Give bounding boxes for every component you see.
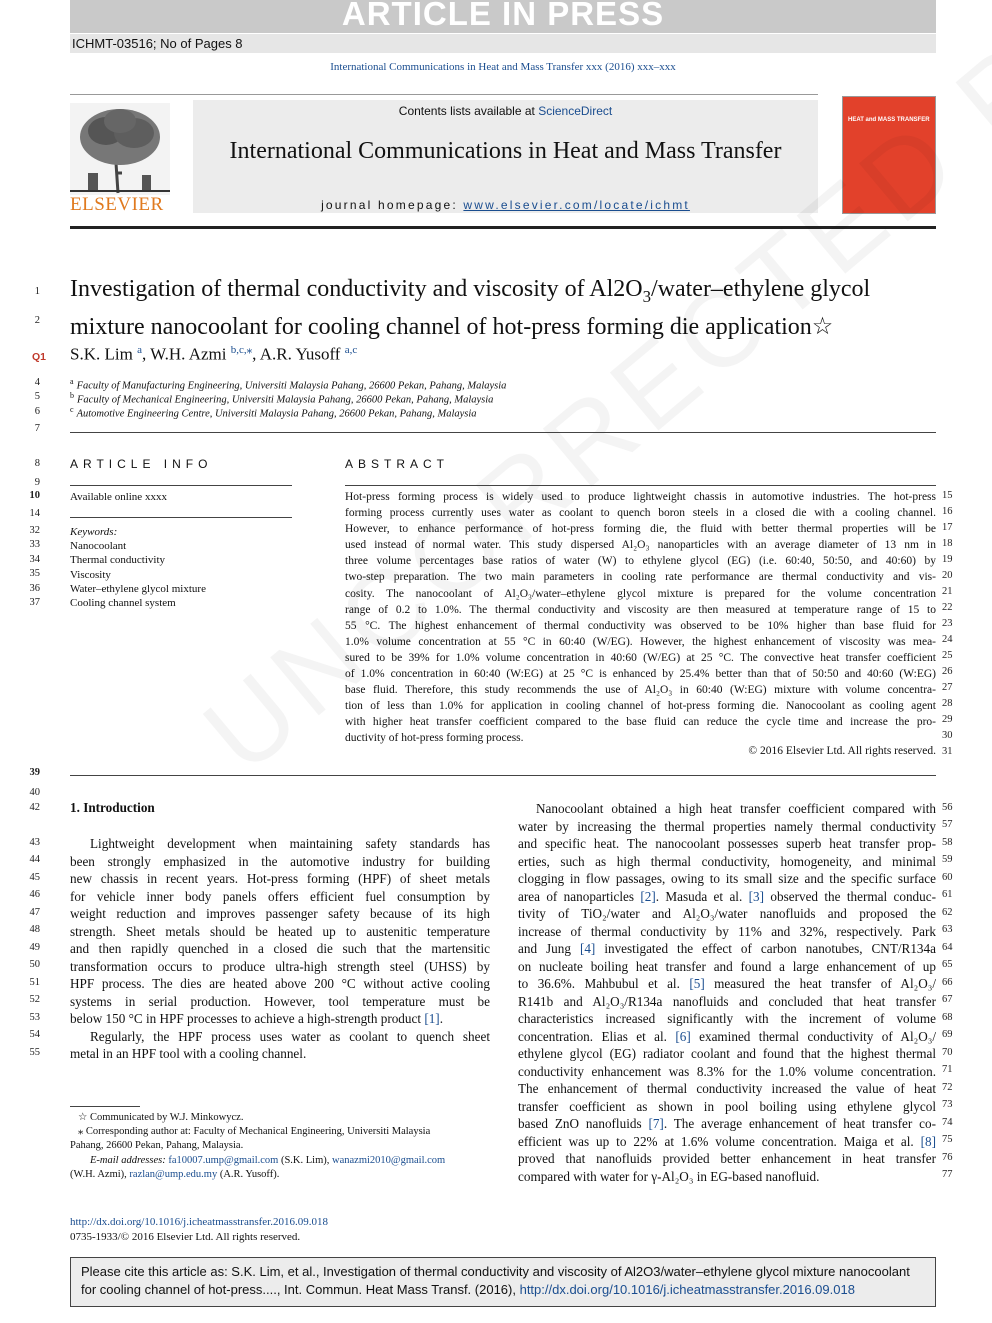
citation-line bbox=[81, 1281, 925, 1299]
affiliation bbox=[70, 405, 477, 420]
body-line: erties, such as high thermal conductivity, homogeneity, and minimal bbox=[518, 853, 936, 869]
body-line: to 36.6%. Mahbubul et al. [5] measured the heat transfer of Al₂O₃/ bbox=[518, 976, 937, 991]
keyword: Cooling channel system bbox=[70, 597, 176, 609]
affiliation-text: Faculty of Manufacturing Engineering, Universiti Malaysia Pahang, 26600 Pekan, Pahang, Malaysia bbox=[76, 380, 507, 392]
line-number: 2 bbox=[34, 315, 40, 326]
line-number: 72 bbox=[942, 1082, 953, 1093]
homepage-link[interactable]: www.elsevier.com/locate/ichmt bbox=[463, 198, 690, 212]
info-rule bbox=[70, 517, 292, 518]
abstract-line: used instead of normal water. This study dispersed Al₂O₃ nanoparticles with an average diameter of 13 nm in bbox=[345, 539, 936, 552]
reference-link[interactable]: [5] bbox=[689, 976, 705, 991]
elsevier-tree-logo-icon bbox=[70, 103, 170, 195]
keyword: Water–ethylene glycol mixture bbox=[70, 583, 206, 595]
citation-line: Please cite this article as: S.K. Lim, et al., Investigation of thermal conductivity and viscosity of Al2O3/water–ethylene glycol mixture nanocoolant bbox=[81, 1264, 910, 1279]
abstract-body bbox=[345, 489, 936, 747]
line-number: 61 bbox=[942, 889, 953, 900]
footnote-emails-cont bbox=[70, 1168, 490, 1183]
title-line-1: Investigation of thermal conductivity and viscosity of $Al2O_3/water$–ethylene glycol bbox=[70, 276, 871, 306]
line-number: 51 bbox=[29, 977, 40, 988]
body-line: efficient was up to 22% at 1.6% volume concentration. Maiga et al. [8] bbox=[518, 1133, 936, 1149]
abstract-line: forming process currently uses water as coolant to quench boron steels in a closed die with a cooling channel. bbox=[345, 507, 936, 520]
abstract-line: range of 0.2 to 1.0%. The thermal conductivity and viscosity are then measured at temperature range of 15 to bbox=[345, 603, 936, 616]
line-number: 50 bbox=[29, 959, 40, 970]
line-number: 22 bbox=[942, 602, 953, 613]
body-line: concentration. Elias et al. [6] examined thermal conductivity of Al₂O₃/ bbox=[518, 1028, 936, 1044]
reference-link[interactable]: [4] bbox=[579, 941, 596, 956]
line-number: 19 bbox=[942, 554, 953, 565]
banner-text: ARTICLE IN PRESS bbox=[341, 0, 665, 32]
body-line: water by increasing the thermal properties namely thermal conductivity bbox=[518, 818, 936, 834]
author-affiliation-sup: a,c bbox=[344, 344, 358, 356]
email-link[interactable]: razlan@ump.edu.my bbox=[129, 1169, 218, 1180]
email-owner: (S.K. Lim), bbox=[278, 1155, 333, 1166]
reference-link[interactable]: [7] bbox=[648, 1116, 664, 1131]
body-line: proved that nanofluids provided better enhancement in heat transfer bbox=[518, 1151, 936, 1166]
journal-citation-line[interactable]: International Communications in Heat and Mass Transfer xxx (2016) xxx–xxx bbox=[330, 61, 676, 73]
journal-homepage bbox=[193, 198, 818, 212]
line-number: 5 bbox=[34, 391, 40, 402]
citation-box bbox=[70, 1257, 936, 1307]
line-number: 68 bbox=[942, 1012, 953, 1023]
body-line: and specific heat. The nanocoolant possesses superb heat transfer prop- bbox=[518, 836, 936, 851]
line-number: 39 bbox=[29, 767, 40, 778]
line-number: 44 bbox=[29, 854, 40, 865]
title-part-c: mixture nanocoolant for cooling channel of hot-press forming die application bbox=[70, 313, 812, 340]
line-number: 52 bbox=[29, 994, 40, 1005]
line-number: 35 bbox=[29, 568, 40, 579]
line-number: 20 bbox=[942, 570, 953, 581]
line-number: 60 bbox=[942, 872, 953, 883]
abstract-line: with higher heat transfer coefficient compared to the base fluid can reduce the cycle time and increase the pro- bbox=[345, 716, 936, 729]
line-number: 40 bbox=[29, 787, 40, 798]
title-part-b: /water–ethylene glycol bbox=[650, 276, 871, 302]
line-number: 15 bbox=[942, 490, 953, 501]
body-line: HPF process. The dies are heated above 200 °C without active cooling bbox=[70, 976, 490, 991]
body-line: clogging in flow passages, owing to its small size and the specific surface bbox=[518, 871, 936, 886]
body-line: increase of thermal conductivity by 11% and 32%, respectively. Park bbox=[518, 923, 936, 939]
abstract-rule bbox=[345, 485, 936, 486]
sciencedirect-link[interactable]: ScienceDirect bbox=[538, 104, 613, 118]
line-number: 37 bbox=[29, 597, 40, 608]
line-number: 7 bbox=[34, 423, 40, 434]
body-line: strength. Sheet metals should be heated up to austenitic temperature bbox=[70, 923, 490, 939]
line-number: 64 bbox=[942, 942, 953, 953]
affiliation bbox=[70, 377, 506, 392]
title-part-a: Investigation of thermal conductivity and viscosity of Al bbox=[70, 276, 614, 302]
body-line: conductivity enhancement was 8.3% for the 1.0% volume concentration. bbox=[518, 1063, 936, 1079]
email-label: E-mail addresses: bbox=[90, 1155, 169, 1166]
body-line: and Jung [4] investigated the effect of carbon nanotubes, CNT/R134a bbox=[518, 941, 936, 956]
body-line: metal in an HPF tool with a cooling channel. bbox=[70, 1046, 307, 1061]
body-line: compared with water for γ-Al₂O₃ in EG-based nanofluid. bbox=[518, 1168, 820, 1184]
journal-title: International Communications in Heat and Mass Transfer bbox=[229, 138, 782, 164]
line-number: 56 bbox=[942, 802, 953, 813]
line-number: 16 bbox=[942, 506, 953, 517]
abstract-heading: ABSTRACT bbox=[345, 457, 450, 471]
footnote-corresponding-cont: Pahang, 26600 Pekan, Pahang, Malaysia. bbox=[70, 1140, 244, 1151]
line-number: 69 bbox=[942, 1029, 953, 1040]
line-number: 46 bbox=[29, 889, 40, 900]
line-number: 34 bbox=[29, 554, 40, 565]
intro-left-column bbox=[70, 835, 490, 1063]
author-name[interactable]: A.R. Yusoff bbox=[259, 344, 341, 364]
body-line: weight reduction and improves passenger safety because of its high bbox=[70, 906, 490, 921]
reference-link[interactable]: [3] bbox=[748, 888, 765, 904]
line-number: 29 bbox=[942, 714, 953, 725]
line-number: 8 bbox=[34, 458, 40, 469]
affiliation-text: Automotive Engineering Centre, Universiti Malaysia Pahang, 26600 Pekan, Pahang, Malaysia bbox=[76, 408, 477, 420]
keywords-label: Keywords: bbox=[70, 526, 118, 538]
body-line: Nanocoolant obtained a high heat transfer coefficient compared with bbox=[536, 801, 936, 816]
abstract-line: sured to be 39% for 1.0% volume concentration in 40:60 (W/EG) at 25 °C. The convective heat transfer coefficient bbox=[345, 651, 936, 664]
line-number: 43 bbox=[29, 837, 40, 848]
contents-available bbox=[193, 104, 818, 118]
contents-prefix: Contents lists available at bbox=[398, 104, 539, 118]
line-number: 17 bbox=[942, 522, 953, 533]
line-number: 54 bbox=[29, 1029, 40, 1040]
line-number: 63 bbox=[942, 924, 953, 935]
body-line: tivity of TiO₂/water and Al₂O₃/water nanofluids and proposed the bbox=[518, 906, 936, 921]
line-number: 62 bbox=[942, 907, 953, 918]
body-line: for vehicle inner body panels offers efficient fuel consumption by bbox=[70, 888, 490, 904]
line-number: 18 bbox=[942, 538, 953, 549]
abstract-line: of 1.0% concentration in 60:40 (W:EG) at 25 °C is enhanced by 25.4% better than that of 50:50 and 40:60 (W:EG) bbox=[345, 668, 936, 681]
email-owner: (A.R. Yusoff). bbox=[217, 1169, 280, 1180]
line-number: 36 bbox=[29, 583, 40, 594]
intro-right-column bbox=[518, 800, 936, 1185]
line-number: 47 bbox=[29, 907, 40, 918]
publisher-wordmark: ELSEVIER bbox=[70, 194, 164, 215]
line-number: 70 bbox=[942, 1047, 953, 1058]
line-number: 33 bbox=[29, 539, 40, 550]
line-number: 67 bbox=[942, 994, 953, 1005]
abstract-line: 55 °C. The highest enhancement of thermal conductivity was observed to be 10% higher than base fluid for bbox=[345, 619, 936, 632]
line-number: 75 bbox=[942, 1134, 953, 1145]
line-number: 31 bbox=[942, 746, 953, 757]
reference-link[interactable]: [8] bbox=[920, 1133, 936, 1149]
body-line: below 150 °C in HPF processes to achieve a high-strength product [1]. bbox=[70, 1011, 443, 1026]
line-number: 65 bbox=[942, 959, 953, 970]
line-number: 66 bbox=[942, 977, 953, 988]
email-link[interactable]: wanazmi2010@gmail.com bbox=[332, 1155, 446, 1166]
footnote-text: Communicated by W.J. Minkowycz. bbox=[90, 1112, 244, 1123]
keyword: Nanocoolant bbox=[70, 540, 127, 552]
line-number: 55 bbox=[29, 1047, 40, 1058]
cover-title: HEAT and MASS TRANSFER bbox=[848, 117, 930, 123]
introduction-heading: 1. Introduction bbox=[70, 800, 155, 815]
article-title bbox=[70, 274, 936, 342]
abstract-line: base fluid. Therefore, this study recommends the use of Al₂O₃ in 60:40 (W:EG) mixture with volume concentra- bbox=[345, 684, 936, 697]
line-number: 1 bbox=[34, 286, 40, 297]
abstract-line: tion of less than 1.0% for application in cooling channel of hot-press forming die. Nanocoolant as cooling agent bbox=[345, 700, 936, 713]
doi-block bbox=[70, 1215, 328, 1244]
line-number: 6 bbox=[34, 406, 40, 417]
author-name[interactable]: W.H. Azmi bbox=[150, 344, 227, 364]
title-line-2 bbox=[70, 312, 936, 342]
line-number: 76 bbox=[942, 1152, 953, 1163]
reference-link[interactable]: [2] bbox=[640, 888, 656, 904]
available-online: Available online xxxx bbox=[70, 491, 167, 503]
abstract-line: However, to enhance performance of hot-press forming die, the fluid with better thermal properties will be bbox=[345, 523, 936, 536]
query-marker[interactable]: Q1 bbox=[32, 351, 47, 363]
keyword: Viscosity bbox=[70, 569, 111, 581]
manuscript-meta: ICHMT-03516; No of Pages 8 bbox=[70, 34, 936, 53]
line-number: 74 bbox=[942, 1117, 953, 1128]
author-affiliation-sup: a bbox=[137, 344, 142, 356]
reference-link[interactable]: [1] bbox=[424, 1011, 440, 1026]
line-number: 25 bbox=[942, 650, 953, 661]
body-line: systems in serial production. However, tool temperature must be bbox=[70, 993, 490, 1009]
abstract-line: ductivity of hot-press forming process. bbox=[345, 732, 524, 745]
doi-link[interactable]: http://dx.doi.org/10.1016/j.icheatmasstransfer.2016.09.018 bbox=[70, 1216, 328, 1228]
line-number: 71 bbox=[942, 1064, 953, 1075]
body-line: transformation occurs to produce ultra-high strength steel (UHSS) by bbox=[70, 958, 490, 974]
body-line: been strongly emphasized in the automotive industry for building bbox=[70, 853, 490, 869]
body-line: transfer coefficient as shown in pool boiling using ethylene glycol bbox=[518, 1098, 936, 1114]
section-divider bbox=[70, 775, 936, 776]
line-number: 73 bbox=[942, 1099, 953, 1110]
body-line: Lightweight development when maintaining safety standards has bbox=[90, 836, 490, 851]
body-line: new chassis in recent years. Hot-press forming (HPF) of sheet metals bbox=[70, 871, 490, 886]
article-info-heading: ARTICLE INFO bbox=[70, 457, 213, 471]
author-affiliation-sup: b,c,⁎ bbox=[230, 344, 253, 356]
affiliation bbox=[70, 391, 493, 406]
issn-line: 0735-1933/© 2016 Elsevier Ltd. All rights reserved. bbox=[70, 1230, 301, 1243]
line-number: 4 bbox=[34, 377, 40, 388]
line-number: 28 bbox=[942, 698, 953, 709]
header-top-rule bbox=[70, 94, 818, 95]
abstract-line: three volume percentages base ratios of water (W) to ethylene glycol (EG) (i.e. 60:40, 50:50, and 40:60) by bbox=[345, 555, 936, 568]
footnote-emails bbox=[70, 1154, 490, 1169]
line-number: 53 bbox=[29, 1012, 40, 1023]
reference-link[interactable]: [6] bbox=[675, 1028, 691, 1044]
affiliation-sup: b bbox=[70, 391, 74, 400]
author-list: S.K. Lim $^a$, W.H. Azmi $^{b,c,⁎}$, A.R. Yusoff $^{a,c}$ bbox=[70, 344, 358, 364]
body-line: and then rapidly quenched in a closed die such that the martensitic bbox=[70, 941, 490, 956]
line-number: 49 bbox=[29, 942, 40, 953]
email-owner: (W.H. Azmi), bbox=[70, 1169, 130, 1180]
line-number: 77 bbox=[942, 1169, 953, 1180]
line-number: 27 bbox=[942, 682, 953, 693]
homepage-prefix: journal homepage: bbox=[321, 198, 464, 212]
line-number: 45 bbox=[29, 872, 40, 883]
title-formula: 2 bbox=[613, 276, 626, 302]
info-rule bbox=[70, 485, 292, 486]
line-number: 42 bbox=[29, 802, 40, 813]
title-formula-sub: 3 bbox=[642, 286, 651, 306]
line-number: 14 bbox=[29, 508, 40, 519]
abstract-line: 1.0% volume concentration at 55 °C in 60:40 (W/EG). However, the highest enhancement of viscosity was mea- bbox=[345, 635, 936, 648]
article-in-press-banner bbox=[70, 0, 936, 33]
abstract-line: two-step preparation. The two main parameters in cooling rate performance are thermal conductivity and vis- bbox=[345, 571, 936, 584]
body-line: R141b and Al₂O₃/R134a nanofluids and concluded that heat transfer bbox=[518, 993, 936, 1009]
section-divider bbox=[70, 432, 936, 433]
body-line: ethylene glycol (EG) radiator coolant and found that the highest thermal bbox=[518, 1046, 936, 1061]
footnote-rule bbox=[70, 1106, 140, 1107]
body-line: area of nanoparticles [2]. Masuda et al. [3] observed the thermal conduc- bbox=[518, 888, 936, 904]
line-number: 48 bbox=[29, 924, 40, 935]
line-number: 32 bbox=[29, 525, 40, 536]
body-line: on nucleate boiling heat transfer and found a large enhancement of up bbox=[518, 958, 936, 974]
body-line: based ZnO nanofluids [7]. The average enhancement of heat transfer co- bbox=[518, 1116, 936, 1131]
line-number: 10 bbox=[29, 490, 40, 501]
abstract-line: cosity. The nanocoolant of Al₂O₃/water–ethylene glycol mixture is prepared for the volume concentration bbox=[345, 587, 936, 600]
title-footnote-star[interactable]: ☆ bbox=[811, 313, 834, 340]
footnote-communicated: ☆ Communicated by W.J. Minkowycz. bbox=[78, 1112, 244, 1123]
line-number: 23 bbox=[942, 618, 953, 629]
author-name[interactable]: S.K. Lim bbox=[70, 344, 133, 364]
footnote-text: Corresponding author at: Faculty of Mechanical Engineering, Universiti Malaysia bbox=[85, 1126, 431, 1137]
abstract-line: Hot-press forming process is widely used to produce lightweight chassis in automotive industries. The hot-press bbox=[345, 491, 936, 503]
affiliation-sup: a bbox=[70, 377, 74, 386]
email-link[interactable]: fa10007.ump@gmail.com bbox=[168, 1155, 279, 1166]
line-number: 59 bbox=[942, 854, 953, 865]
affiliation-sup: c bbox=[70, 405, 74, 414]
citation-prefix: for cooling channel of hot-press...., Int. Commun. Heat Mass Transf. (2016), bbox=[81, 1282, 520, 1297]
line-number: 57 bbox=[942, 819, 953, 830]
body-line: The enhancement of thermal conductivity increased the value of heat bbox=[518, 1081, 936, 1096]
line-number: 9 bbox=[34, 477, 40, 488]
footnote-corresponding: ⁎ Corresponding author at: Faculty of Mechanical Engineering, Universiti Malaysia bbox=[78, 1126, 431, 1137]
affiliation-text: Faculty of Mechanical Engineering, Universiti Malaysia Pahang, 26600 Pekan, Pahang, Malaysia bbox=[77, 394, 494, 406]
body-line: characteristics increased significantly with the increment of volume bbox=[518, 1011, 936, 1026]
body-line: Regularly, the HPF process uses water as coolant to quench sheet bbox=[90, 1028, 490, 1044]
citation-doi-link[interactable]: http://dx.doi.org/10.1016/j.icheatmasstransfer.2016.09.018 bbox=[519, 1282, 855, 1297]
line-number: 30 bbox=[942, 730, 953, 741]
line-number: 24 bbox=[942, 634, 953, 645]
line-number: 58 bbox=[942, 837, 953, 848]
line-number: 26 bbox=[942, 666, 953, 677]
abstract-copyright: © 2016 Elsevier Ltd. All rights reserved. bbox=[748, 745, 936, 757]
line-number: 21 bbox=[942, 586, 953, 597]
keyword: Thermal conductivity bbox=[70, 554, 165, 566]
